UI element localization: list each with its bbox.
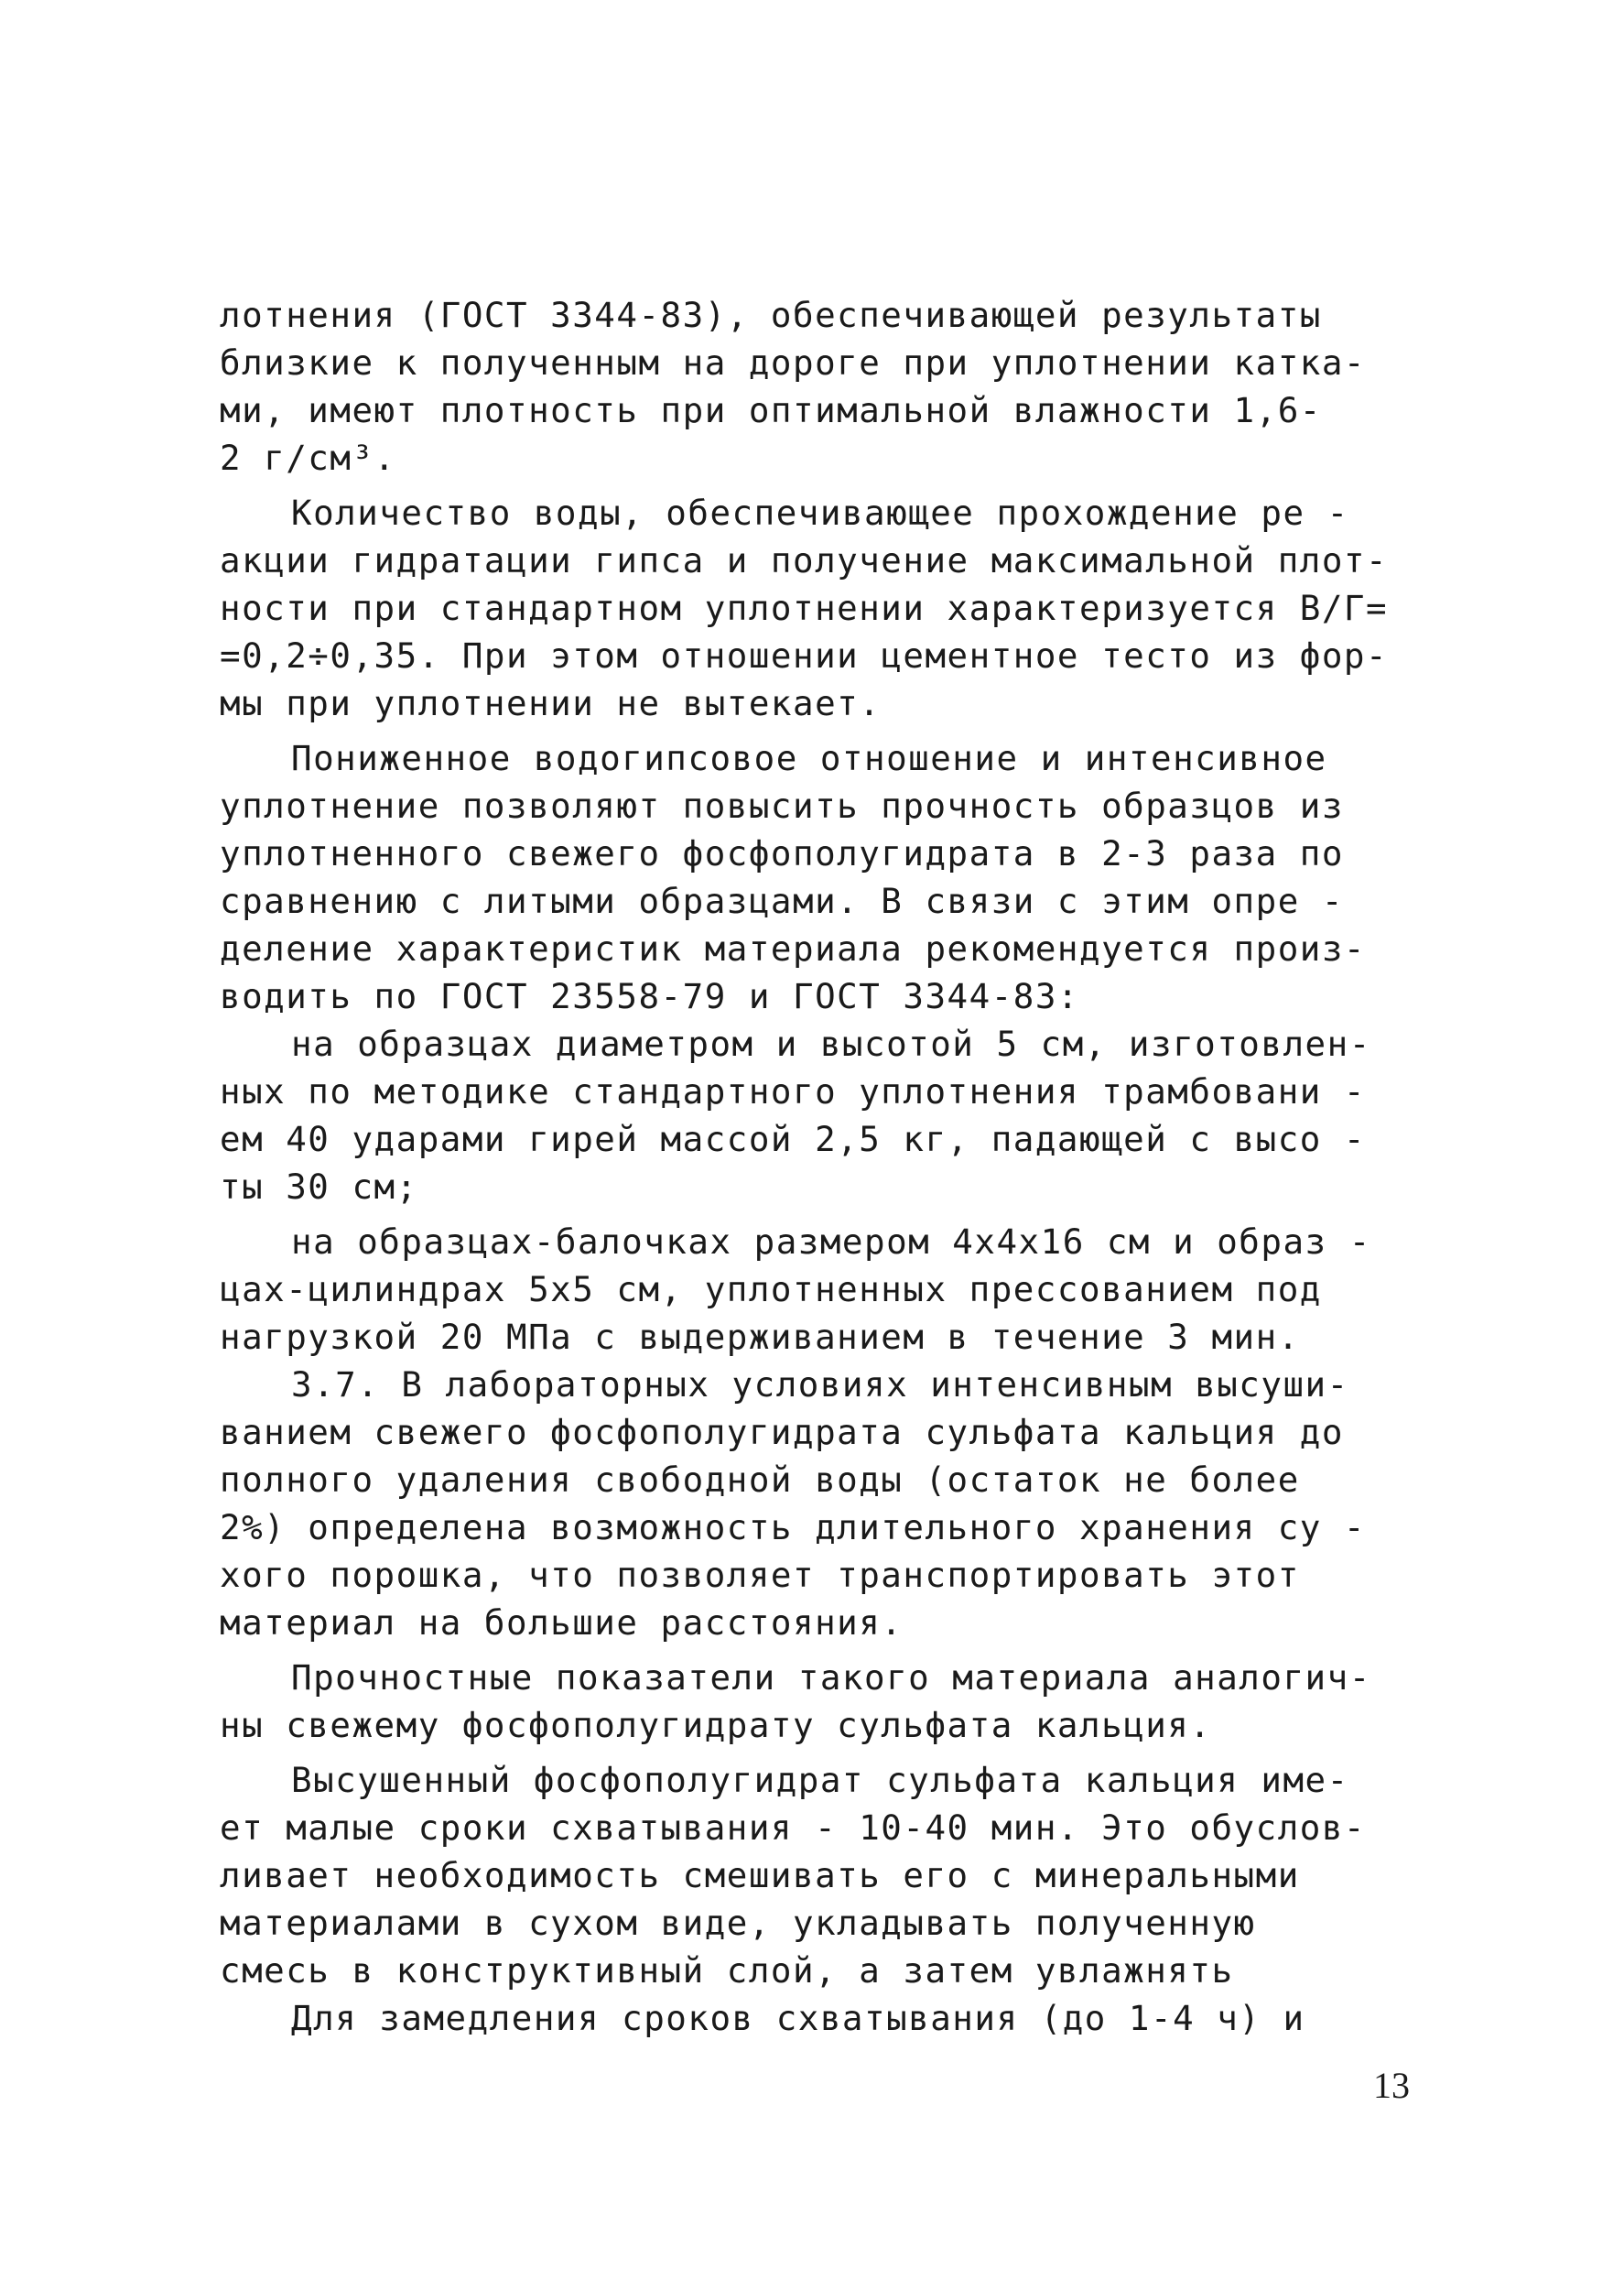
paragraph — [220, 1756, 1428, 1994]
text-line: ных по методике стандартного уплотнения трамбовани - — [220, 1071, 1366, 1112]
text-line: 2 г/см³. — [220, 438, 396, 478]
text-line: материал на большие расстояния. — [220, 1602, 904, 1643]
body-text — [220, 291, 1428, 2042]
text-line: ны свежему фосфополугидрату сульфата кальция. — [220, 1705, 1212, 1745]
text-line: Количество воды, обеспечивающее прохождение ре - — [291, 493, 1349, 533]
text-line: лотнения (ГОСТ 3344-83), обеспечивающей результаты — [220, 295, 1322, 335]
text-line: нагрузкой 20 МПа с выдерживанием в течение 3 мин. — [220, 1317, 1300, 1357]
text-line: ности при стандартном уплотнении характеризуется В/Г= — [220, 588, 1389, 628]
text-line: мы при уплотнении не вытекает. — [220, 683, 882, 723]
text-line: Для замедления сроков схватывания (до 1-4 ч) и — [291, 1998, 1305, 2038]
paragraph — [220, 1654, 1428, 1749]
text-line: полного удаления свободной воды (остаток не более — [220, 1460, 1300, 1500]
paragraph — [220, 291, 1428, 482]
text-line: Прочностные показатели такого материала аналогич- — [291, 1657, 1371, 1698]
text-line: 3.7. В лабораторных условиях интенсивным высуши- — [291, 1364, 1349, 1405]
text-line: сравнению с литыми образцами. В связи с этим опре - — [220, 881, 1344, 921]
text-line: ем 40 ударами гирей массой 2,5 кг, падающей с высо - — [220, 1119, 1366, 1159]
text-line: акции гидратации гипса и получение максимальной плот- — [220, 540, 1389, 581]
text-line: хого порошка, что позволяет транспортировать этот — [220, 1555, 1300, 1595]
paragraph — [220, 1218, 1428, 1361]
paragraph — [220, 489, 1428, 727]
text-line: смесь в конструктивный слой, а затем увлажнять — [220, 1950, 1234, 1991]
paragraph — [220, 734, 1428, 1020]
text-line: уплотнение позволяют повысить прочность образцов из — [220, 786, 1344, 826]
text-line: ливает необходимость смешивать его с минеральными — [220, 1855, 1300, 1895]
text-line: 2%) определена возможность длительного хранения су - — [220, 1507, 1366, 1547]
page-number: 13 — [1373, 2065, 1410, 2106]
text-line: Высушенный фосфополугидрат сульфата кальция име- — [291, 1760, 1349, 1800]
text-line: ет малые сроки схватывания - 10-40 мин. Это обуслов- — [220, 1807, 1366, 1848]
text-line: уплотненного свежего фосфополугидрата в 2-3 раза по — [220, 833, 1344, 874]
text-line: цах-цилиндрах 5х5 см, уплотненных прессованием под — [220, 1269, 1322, 1309]
paragraph — [220, 1361, 1428, 1646]
text-line: ванием свежего фосфополугидрата сульфата кальция до — [220, 1412, 1344, 1452]
text-line: водить по ГОСТ 23558-79 и ГОСТ 3344-83: — [220, 976, 1079, 1016]
text-line: близкие к полученным на дороге при уплотнении катка- — [220, 342, 1366, 383]
text-line: материалами в сухом виде, укладывать полученную — [220, 1903, 1256, 1943]
text-line: =0,2÷0,35. При этом отношении цементное тесто из фор- — [220, 635, 1389, 676]
text-line: на образцах диаметром и высотой 5 см, изготовлен- — [291, 1024, 1371, 1064]
paragraph — [220, 1020, 1428, 1210]
text-line: Пониженное водогипсовое отношение и интенсивное — [291, 738, 1327, 778]
paragraph — [220, 1994, 1428, 2042]
text-line: на образцах-балочках размером 4х4х16 см и образ - — [291, 1221, 1371, 1262]
text-line: ты 30 см; — [220, 1167, 418, 1207]
text-line: деление характеристик материала рекомендуется произ- — [220, 928, 1366, 969]
text-line: ми, имеют плотность при оптимальной влажности 1,6- — [220, 390, 1322, 430]
